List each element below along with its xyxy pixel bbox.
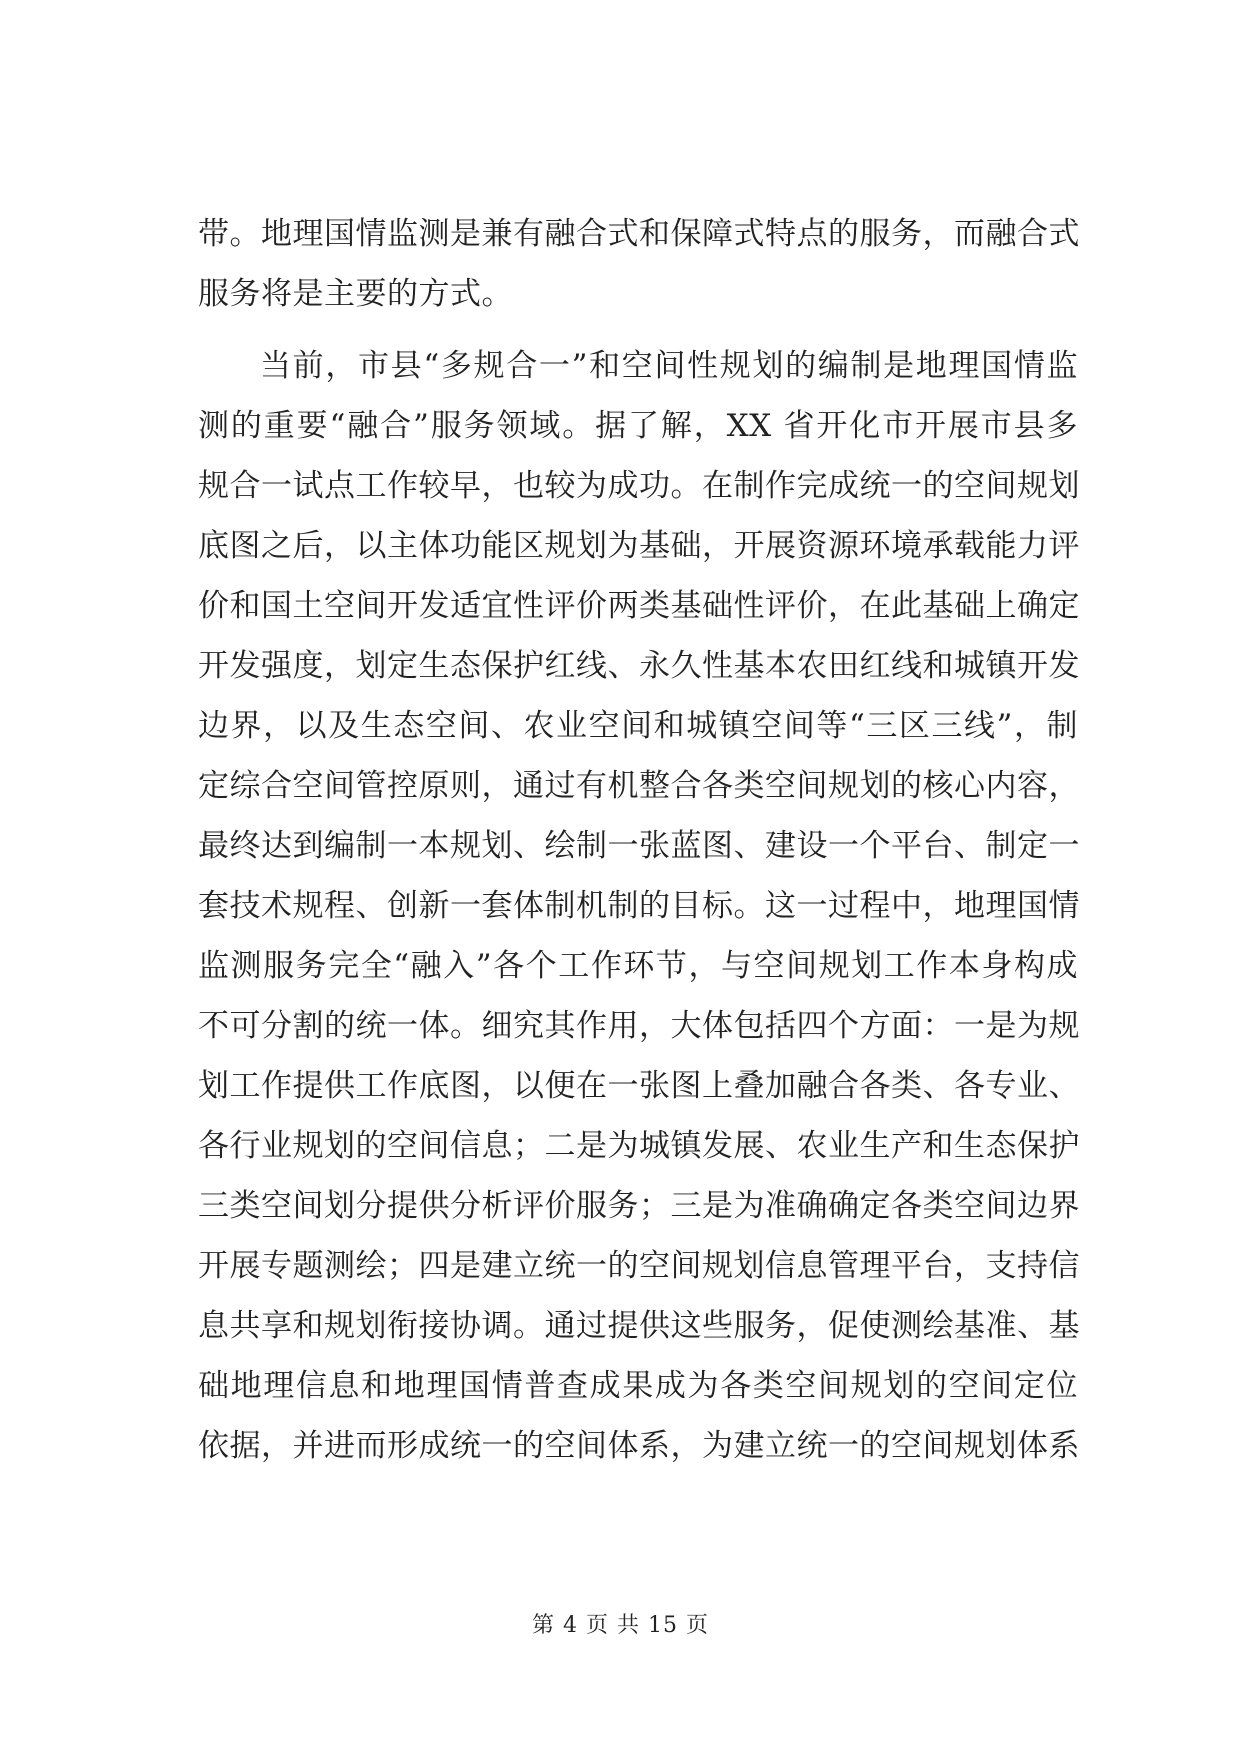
text-line: 规合一试点工作较早，也较为成功。在制作完成统一的空间规划 bbox=[198, 468, 1080, 504]
text-line: 开发强度，划定生态保护红线、永久性基本农田红线和城镇开发 bbox=[198, 648, 1080, 684]
text-line: 监测服务完全“融入”各个工作环节，与空间规划工作本身构成 bbox=[198, 948, 1078, 984]
text-line: 最终达到编制一本规划、绘制一张蓝图、建设一个平台、制定一 bbox=[198, 828, 1080, 864]
text-line: 不可分割的统一体。细究其作用，大体包括四个方面：一是为规 bbox=[198, 1008, 1080, 1044]
text-line: 础地理信息和地理国情普查成果成为各类空间规划的空间定位 bbox=[198, 1368, 1078, 1404]
text-line: 边界，以及生态空间、农业空间和城镇空间等“三区三线”，制 bbox=[198, 708, 1078, 744]
document-body bbox=[198, 204, 1078, 1476]
text-line: 息共享和规划衔接协调。通过提供这些服务，促使测绘基准、基 bbox=[198, 1308, 1080, 1344]
text-line: 各行业规划的空间信息；二是为城镇发展、农业生产和生态保护 bbox=[198, 1128, 1080, 1164]
text-line: 套技术规程、创新一套体制机制的目标。这一过程中，地理国情 bbox=[198, 888, 1080, 924]
text-line: 带。地理国情监测是兼有融合式和保障式特点的服务，而融合式 bbox=[198, 216, 1080, 252]
text-line: 当前，市县“多规合一”和空间性规划的编制是地理国情监 bbox=[260, 348, 1078, 384]
text-line: 依据，并进而形成统一的空间体系，为建立统一的空间规划体系 bbox=[198, 1428, 1080, 1464]
page-number: 第 4 页 共 15 页 bbox=[532, 1613, 709, 1638]
text-line: 底图之后，以主体功能区规划为基础，开展资源环境承载能力评 bbox=[198, 528, 1080, 564]
text-line: 价和国土空间开发适宜性评价两类基础性评价，在此基础上确定 bbox=[198, 588, 1080, 624]
paragraph bbox=[198, 336, 1078, 1476]
text-line: 服务将是主要的方式。 bbox=[198, 276, 513, 312]
text-line: 划工作提供工作底图，以便在一张图上叠加融合各类、各专业、 bbox=[198, 1068, 1080, 1104]
page-footer bbox=[0, 1608, 1241, 1639]
text-line: 测的重要“融合”服务领域。据了解，XX 省开化市开展市县多 bbox=[198, 408, 1078, 444]
text-line: 定综合空间管控原则，通过有机整合各类空间规划的核心内容， bbox=[198, 768, 1080, 804]
text-line: 三类空间划分提供分析评价服务；三是为准确确定各类空间边界 bbox=[198, 1188, 1080, 1224]
text-line: 开展专题测绘；四是建立统一的空间规划信息管理平台，支持信 bbox=[198, 1248, 1080, 1284]
paragraph bbox=[198, 204, 1078, 324]
